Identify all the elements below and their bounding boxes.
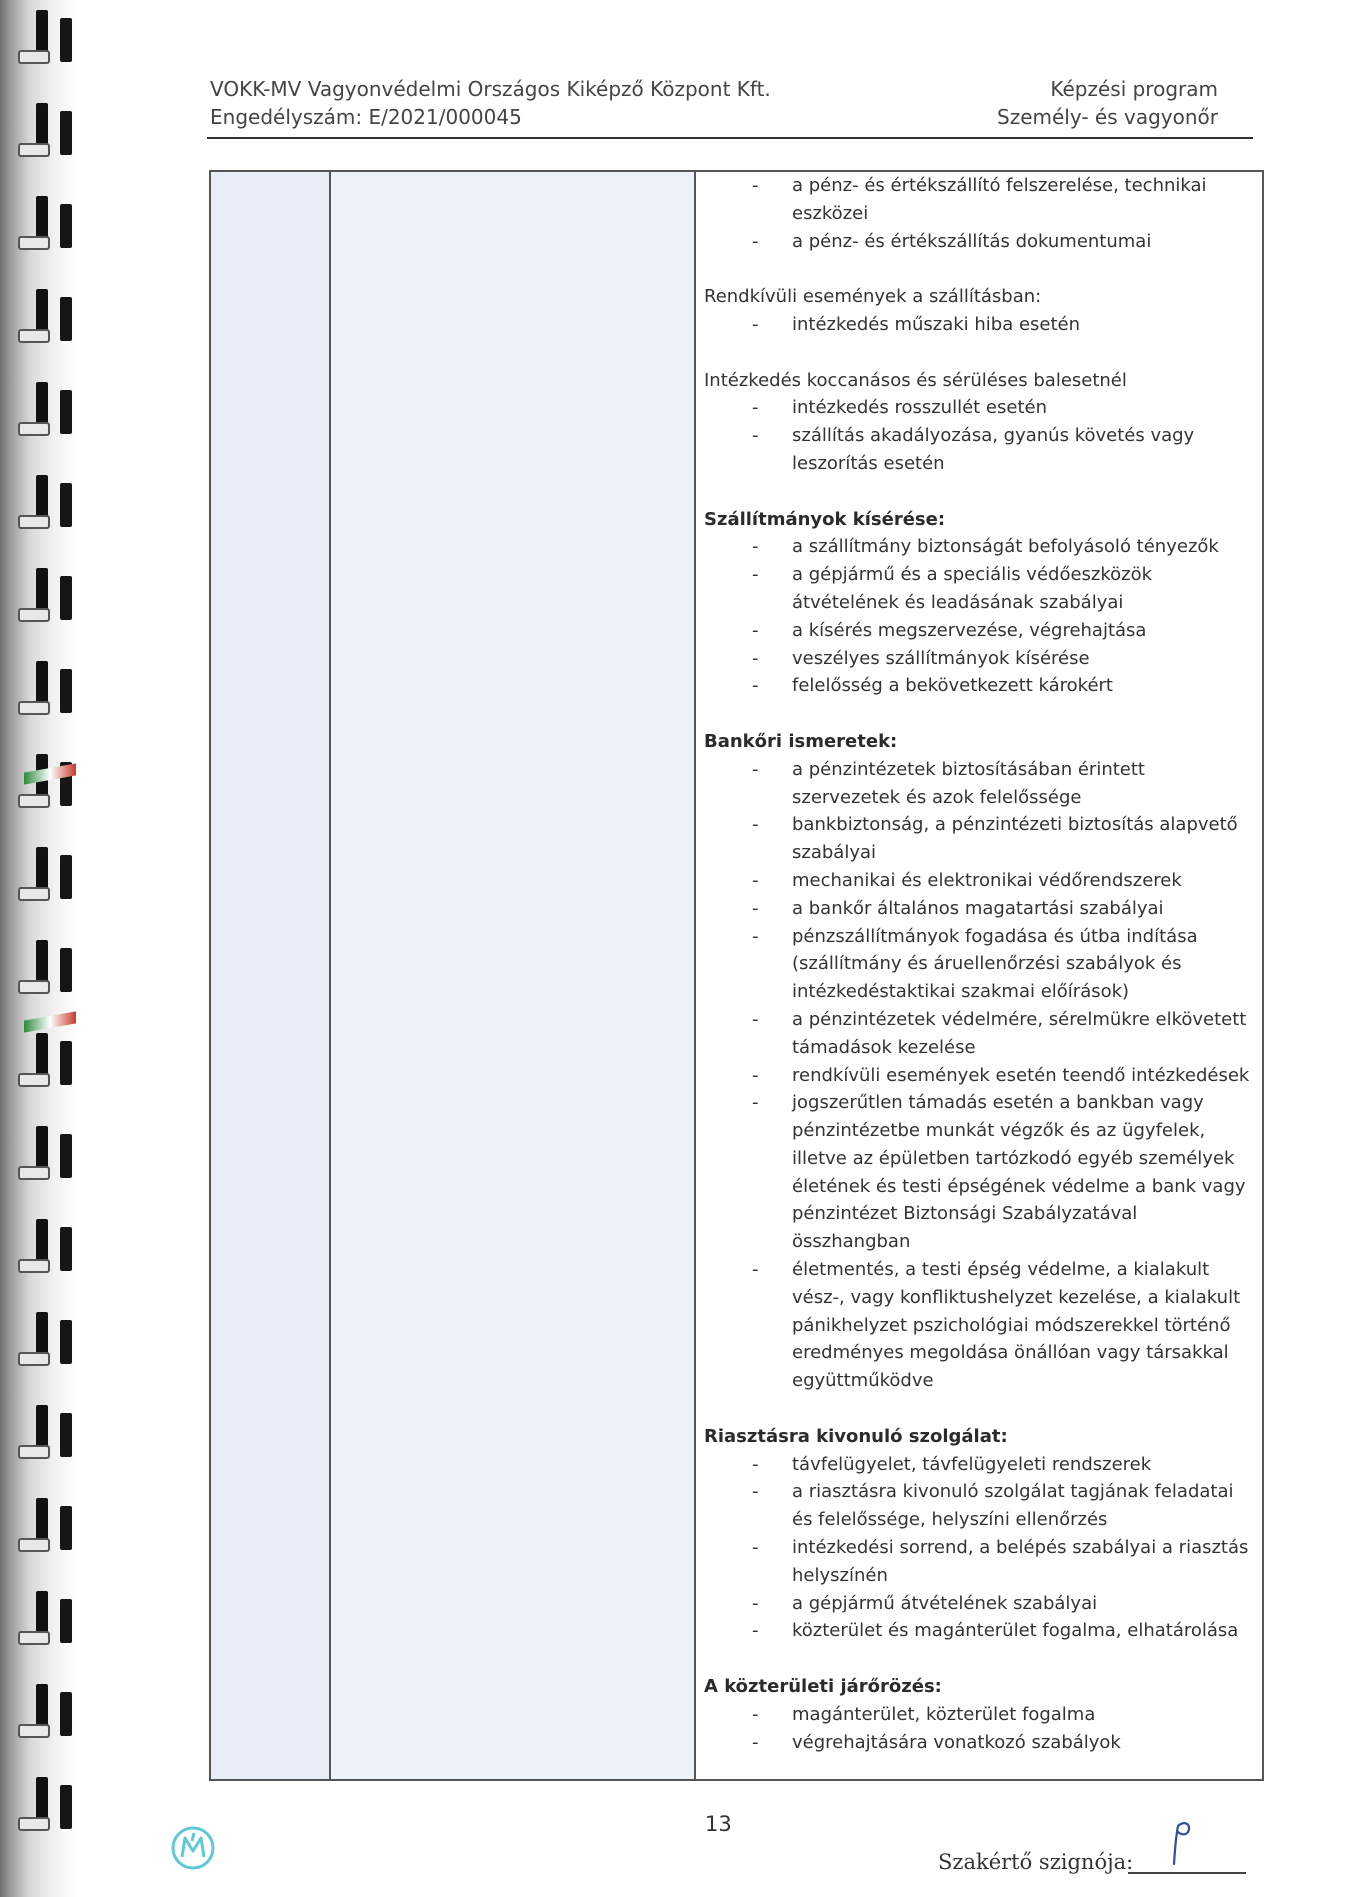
binding-ring — [14, 1219, 76, 1275]
page-number: 13 — [705, 1812, 732, 1836]
list-item: - pénzszállítmányok fogadása és útba indítása (szállítmány és áruellenőrzési szabályok és intézkedéstaktikai szakmai előírások) — [704, 923, 1254, 1006]
section-list — [704, 172, 1254, 255]
section-gap — [704, 1395, 1254, 1423]
list-item: - jogszerűtlen támadás esetén a bankban vagy pénzintézetbe munkát végzők és az ügyfelek, illetve az épületben tartózkodó egyéb személyek életének és testi épségének védelme a bank vagy pénzintézet Biztonsági Szabályzatával összhangban — [704, 1089, 1254, 1256]
curriculum-content — [704, 172, 1254, 1756]
binding-ring — [14, 103, 76, 159]
binding-ring — [14, 568, 76, 624]
section-list — [704, 533, 1254, 700]
document-header-right — [997, 75, 1218, 131]
document-header-left — [210, 75, 771, 131]
section-heading: Szállítmányok kísérése: — [704, 508, 946, 530]
list-item: - életmentés, a testi épség védelme, a kialakult vész-, vagy konfliktushelyzet kezelése, a kialakult pánikhelyzet pszichológiai módszerekkel történő eredményes megoldása önállóan vagy társakkal együttműködve — [704, 1256, 1254, 1395]
binding-ring — [14, 289, 76, 345]
list-item: - a bankőr általános magatartási szabályai — [704, 895, 1254, 923]
binding-ring — [14, 10, 76, 66]
binding-ring — [14, 1684, 76, 1740]
signature-line — [1128, 1872, 1246, 1874]
list-item: - távfelügyelet, távfelügyeleti rendszerek — [704, 1451, 1254, 1479]
signature-label: Szakértő szignója: — [938, 1850, 1134, 1874]
curriculum-section — [704, 367, 1254, 478]
list-item: - veszélyes szállítmányok kísérése — [704, 645, 1254, 673]
list-item: - bankbiztonság, a pénzintézeti biztosítás alapvető szabályai — [704, 811, 1254, 867]
list-item: - közterület és magánterület fogalma, elhatárolása — [704, 1617, 1254, 1645]
list-item: - végrehajtására vonatkozó szabályok — [704, 1729, 1254, 1757]
license-number: Engedélyszám: E/2021/000045 — [210, 105, 522, 129]
list-item: - a gépjármű átvételének szabályai — [704, 1590, 1254, 1618]
list-item: - mechanikai és elektronikai védőrendszerek — [704, 867, 1254, 895]
company-logo — [170, 1825, 216, 1871]
binding-ring — [14, 661, 76, 717]
list-item: - a pénz- és értékszállítás dokumentumai — [704, 228, 1254, 256]
list-item: - magánterület, közterület fogalma — [704, 1701, 1254, 1729]
section-list — [704, 394, 1254, 477]
binding-ring — [14, 847, 76, 903]
curriculum-section — [704, 172, 1254, 255]
binding-ring — [14, 1405, 76, 1461]
binding-ring — [14, 1498, 76, 1554]
section-list — [704, 1701, 1254, 1757]
section-heading: Rendkívüli események a szállításban: — [704, 286, 1042, 308]
section-list — [704, 1451, 1254, 1646]
list-item: - a pénzintézetek védelmére, sérelmükre elkövetett támadások kezelése — [704, 1006, 1254, 1062]
section-list — [704, 756, 1254, 1395]
section-gap — [704, 1645, 1254, 1673]
curriculum-table — [209, 170, 1264, 1781]
section-gap — [704, 339, 1254, 367]
curriculum-section — [704, 1423, 1254, 1645]
list-item: - rendkívüli események esetén teendő intézkedések — [704, 1062, 1254, 1090]
signature-mark — [1166, 1818, 1196, 1868]
binding-ring — [14, 1033, 76, 1089]
curriculum-section — [704, 728, 1254, 1395]
curriculum-section — [704, 1673, 1254, 1756]
binding-ring — [14, 940, 76, 996]
list-item: - a pénzintézetek biztosításában érintett szervezetek és azok felelőssége — [704, 756, 1254, 812]
list-item: - intézkedési sorrend, a belépés szabályai a riasztás helyszínén — [704, 1534, 1254, 1590]
binding-ring — [14, 382, 76, 438]
binding-ring — [14, 1591, 76, 1647]
header-divider — [207, 137, 1253, 139]
section-heading: A közterületi járőrözés: — [704, 1676, 942, 1698]
binding-ring — [14, 1126, 76, 1182]
section-list — [704, 311, 1254, 339]
section-heading: Riasztásra kivonuló szolgálat: — [704, 1425, 1008, 1447]
list-item: - szállítás akadályozása, gyanús követés vagy leszorítás esetén — [704, 422, 1254, 478]
table-column-1 — [211, 172, 331, 1779]
list-item: - a szállítmány biztonságát befolyásoló tényezők — [704, 533, 1254, 561]
organization-name: VOKK-MV Vagyonvédelmi Országos Kiképző Központ Kft. — [210, 77, 771, 101]
list-item: - a gépjármű és a speciális védőeszközök átvételének és leadásának szabályai — [704, 561, 1254, 617]
list-item: - intézkedés rosszullét esetén — [704, 394, 1254, 422]
section-gap — [704, 255, 1254, 283]
list-item: - felelősség a bekövetkezett károkért — [704, 672, 1254, 700]
list-item: - a kísérés megszervezése, végrehajtása — [704, 617, 1254, 645]
binding-ring — [14, 475, 76, 531]
binding-ring — [14, 1777, 76, 1833]
list-item: - a pénz- és értékszállító felszerelése, technikai eszközei — [704, 172, 1254, 228]
table-column-2 — [331, 172, 696, 1779]
section-heading: Bankőri ismeretek: — [704, 730, 898, 752]
list-item: - intézkedés műszaki hiba esetén — [704, 311, 1254, 339]
program-title: Képzési program — [1050, 77, 1218, 101]
curriculum-section — [704, 283, 1254, 339]
section-heading: Intézkedés koccanásos és sérüléses balesetnél — [704, 369, 1127, 391]
curriculum-section — [704, 506, 1254, 701]
program-subtitle: Személy- és vagyonőr — [997, 105, 1218, 129]
list-item: - a riasztásra kivonuló szolgálat tagjának feladatai és felelőssége, helyszíni ellenőrzés — [704, 1478, 1254, 1534]
binding-ring — [14, 196, 76, 252]
binding-ring — [14, 1312, 76, 1368]
section-gap — [704, 478, 1254, 506]
section-gap — [704, 700, 1254, 728]
